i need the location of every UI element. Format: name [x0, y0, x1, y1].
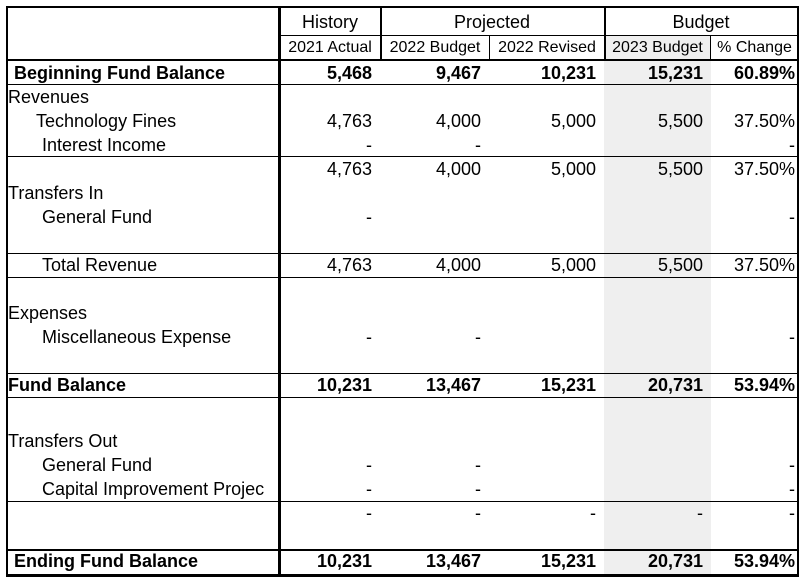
- cell-expenses-pct-change: [711, 301, 795, 325]
- cell-revenues-2022-budget: [382, 85, 481, 109]
- cell-ending-2021-actual: 10,231: [316, 551, 372, 571]
- rule-before-ending: [6, 549, 799, 551]
- cell-fund-balance-2022-revised: 15,231: [540, 375, 596, 395]
- cell-transfers-out-2021-actual: [282, 429, 372, 453]
- cell-revenues-pct-change: [711, 85, 795, 109]
- divider-budget: [604, 6, 606, 60]
- cell-ending-2022-revised: 15,231: [540, 551, 596, 571]
- cell-revenues-2022-revised: [490, 85, 596, 109]
- cell-tech-fines-2022-revised: 5,000: [550, 111, 596, 131]
- cell-beginning-2021-actual: 5,468: [326, 63, 372, 83]
- divider-history: [380, 6, 382, 60]
- cell-fund-balance-2021-actual: 10,231: [316, 375, 372, 395]
- cell-transfers-out-2022-revised: [490, 429, 596, 453]
- border-bottom: [6, 574, 799, 577]
- cell-transfers-out-2023-budget: [606, 429, 703, 453]
- cell-to-subtotal-2022-revised: -: [590, 503, 596, 523]
- cell-misc-expense-2021-actual: -: [366, 327, 372, 347]
- row-label-rev-subtotal: [8, 157, 276, 181]
- cell-ti-general-2022-budget: [382, 205, 481, 229]
- cell-misc-expense-2022-revised: [490, 325, 596, 349]
- row-label-transfers-out: Transfers Out: [8, 431, 118, 451]
- row-label-to-capital: Capital Improvement Projec: [42, 479, 265, 499]
- cell-beginning-2022-revised: 10,231: [540, 63, 596, 83]
- cell-transfers-in-2022-revised: [490, 181, 596, 205]
- cell-tech-fines-2021-actual: 4,763: [326, 111, 372, 131]
- rule-after-header: [6, 59, 799, 61]
- row-label-beginning: Beginning Fund Balance: [14, 63, 226, 83]
- divider-2022-revised: [489, 36, 490, 60]
- rule-after-total-revenue: [6, 277, 799, 278]
- cell-beginning-pct-change: 60.89%: [733, 63, 795, 83]
- cell-rev-subtotal-pct-change: 37.50%: [733, 159, 795, 179]
- cell-interest-2023-budget: [606, 133, 703, 157]
- column-header-2021-actual: 2021 Actual: [288, 39, 372, 56]
- cell-expenses-2021-actual: [282, 301, 372, 325]
- row-label-transfers-in: Transfers In: [8, 183, 104, 203]
- cell-interest-2022-revised: [490, 133, 596, 157]
- cell-interest-pct-change: -: [789, 135, 795, 155]
- cell-fund-balance-pct-change: 53.94%: [733, 375, 795, 395]
- cell-transfers-out-2022-budget: [382, 429, 481, 453]
- cell-fund-balance-2022-budget: 13,467: [425, 375, 481, 395]
- row-label-total-revenue: Total Revenue: [42, 255, 158, 275]
- cell-revenues-2023-budget: [606, 85, 703, 109]
- row-label-to-subtotal: [8, 501, 276, 525]
- row-label-misc-expense: Miscellaneous Expense: [42, 327, 232, 347]
- cell-to-subtotal-2022-budget: -: [475, 503, 481, 523]
- row-label-to-general: General Fund: [42, 455, 153, 475]
- cell-transfers-in-2022-budget: [382, 181, 481, 205]
- group-header-budget: Budget: [672, 12, 730, 32]
- cell-expenses-2022-budget: [382, 301, 481, 325]
- row-label-revenues: Revenues: [8, 87, 90, 107]
- cell-to-general-2022-revised: [490, 453, 596, 477]
- column-header-2023-budget: 2023 Budget: [612, 39, 703, 56]
- column-header-2022-revised: 2022 Revised: [498, 39, 596, 56]
- rule-before-total-revenue: [6, 253, 799, 254]
- cell-to-capital-2022-revised: [490, 477, 596, 501]
- cell-to-subtotal-2021-actual: -: [366, 503, 372, 523]
- cell-tech-fines-2022-budget: 4,000: [435, 111, 481, 131]
- cell-to-general-2023-budget: [606, 453, 703, 477]
- cell-ending-2023-budget: 20,731: [647, 551, 703, 571]
- cell-ti-general-2023-budget: [606, 205, 703, 229]
- row-label-tech-fines: Technology Fines: [36, 111, 177, 131]
- cell-interest-2022-budget: -: [475, 135, 481, 155]
- cell-misc-expense-pct-change: -: [789, 327, 795, 347]
- rule-after-fund-balance: [6, 397, 799, 398]
- header-rule: [278, 35, 798, 36]
- cell-to-capital-2021-actual: -: [366, 479, 372, 499]
- cell-tech-fines-2023-budget: 5,500: [657, 111, 703, 131]
- rule-after-beginning: [6, 84, 799, 85]
- cell-misc-expense-2023-budget: [606, 325, 703, 349]
- cell-total-revenue-pct-change: 37.50%: [733, 255, 795, 275]
- border-left: [6, 6, 8, 577]
- column-header-2022-budget: 2022 Budget: [389, 39, 481, 56]
- cell-to-capital-2022-budget: -: [475, 479, 481, 499]
- cell-fund-balance-2023-budget: 20,731: [647, 375, 703, 395]
- group-header-history: History: [301, 12, 358, 32]
- cell-transfers-in-2021-actual: [282, 181, 372, 205]
- border-top: [6, 6, 799, 8]
- cell-rev-subtotal-2023-budget: 5,500: [657, 159, 703, 179]
- cell-rev-subtotal-2022-revised: 5,000: [550, 159, 596, 179]
- cell-total-revenue-2022-revised: 5,000: [550, 255, 596, 275]
- cell-expenses-2023-budget: [606, 301, 703, 325]
- cell-rev-subtotal-2021-actual: 4,763: [326, 159, 372, 179]
- row-label-interest: Interest Income: [42, 135, 167, 155]
- cell-transfers-in-pct-change: [711, 181, 795, 205]
- row-label-ti-general: General Fund: [42, 207, 153, 227]
- cell-to-general-2022-budget: -: [475, 455, 481, 475]
- cell-to-general-pct-change: -: [789, 455, 795, 475]
- cell-misc-expense-2022-budget: -: [475, 327, 481, 347]
- cell-transfers-out-pct-change: [711, 429, 795, 453]
- cell-ending-pct-change: 53.94%: [733, 551, 795, 571]
- cell-to-subtotal-2023-budget: -: [697, 503, 703, 523]
- cell-ti-general-2021-actual: -: [366, 207, 372, 227]
- cell-revenues-2021-actual: [282, 85, 372, 109]
- border-right: [797, 6, 799, 577]
- cell-ending-2022-budget: 13,467: [425, 551, 481, 571]
- rule-before-subtotal: [6, 156, 799, 157]
- rule-before-fund-balance: [6, 373, 799, 374]
- divider-label-column: [278, 6, 281, 577]
- cell-to-general-2021-actual: -: [366, 455, 372, 475]
- divider-pct-change: [710, 36, 711, 60]
- row-label-expenses: Expenses: [8, 303, 88, 323]
- cell-ti-general-2022-revised: [490, 205, 596, 229]
- cell-rev-subtotal-2022-budget: 4,000: [435, 159, 481, 179]
- cell-beginning-2022-budget: 9,467: [435, 63, 481, 83]
- column-header-pct-change: % Change: [717, 39, 792, 56]
- cell-transfers-in-2023-budget: [606, 181, 703, 205]
- row-label-fund-balance: Fund Balance: [8, 375, 127, 395]
- cell-ti-general-pct-change: -: [789, 207, 795, 227]
- cell-to-capital-pct-change: -: [789, 479, 795, 499]
- rule-before-transfers-subtotal: [6, 501, 799, 502]
- cell-to-capital-2023-budget: [606, 477, 703, 501]
- row-label-ending: Ending Fund Balance: [14, 551, 199, 571]
- cell-interest-2021-actual: -: [366, 135, 372, 155]
- cell-total-revenue-2021-actual: 4,763: [326, 255, 372, 275]
- cell-tech-fines-pct-change: 37.50%: [733, 111, 795, 131]
- cell-total-revenue-2022-budget: 4,000: [435, 255, 481, 275]
- cell-to-subtotal-pct-change: -: [789, 503, 795, 523]
- group-header-projected: Projected: [453, 12, 531, 32]
- cell-total-revenue-2023-budget: 5,500: [657, 255, 703, 275]
- cell-expenses-2022-revised: [490, 301, 596, 325]
- cell-beginning-2023-budget: 15,231: [647, 63, 703, 83]
